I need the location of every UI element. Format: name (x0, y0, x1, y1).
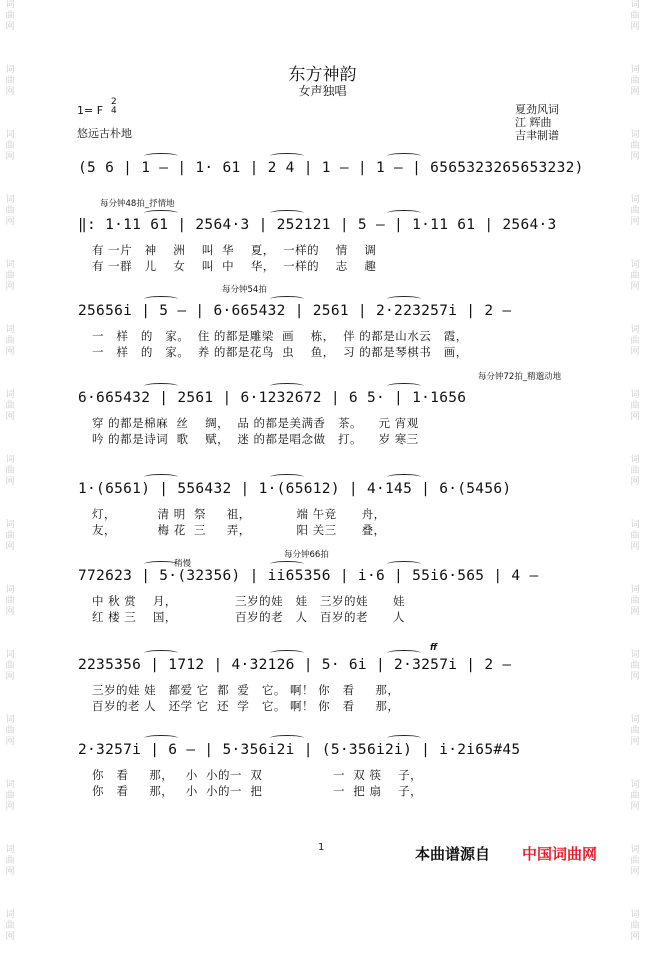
notation-line: 25656i | 5 — | 6·665432 | 2561 | 2·223257i | 2 — (78, 303, 512, 319)
watermark-char: 曲 (5, 726, 15, 736)
watermark-char: 曲 (5, 401, 15, 411)
watermark-char: 词 (5, 780, 15, 790)
slur-mark (270, 296, 304, 302)
notation-line: 2·3257i | 6 — | 5·356i2i | (5·356i2i) | i·2i65#45 (78, 742, 521, 758)
watermark-char: 网 (630, 22, 640, 32)
lyric-line-1: 一 样 的 家。 住 的都是雕梁 画 栋， 伴 的都是山水云 霞， (92, 329, 468, 343)
slur-mark (387, 650, 421, 656)
time-signature-top: 2 (111, 97, 117, 107)
watermark-char: 词 (5, 390, 15, 400)
slur-mark (270, 650, 304, 656)
watermark-char: 词 (630, 130, 640, 140)
watermark-char: 曲 (630, 791, 640, 801)
watermark-char: 曲 (5, 921, 15, 931)
watermark-char: 词 (5, 0, 15, 10)
watermark-char: 词 (630, 390, 640, 400)
slur-mark (270, 383, 304, 389)
watermark-char: 曲 (5, 271, 15, 281)
watermark-char: 网 (630, 152, 640, 162)
watermark-char: 网 (5, 737, 15, 747)
watermark-char: 词 (5, 585, 15, 595)
dynamic-marking: ff (430, 643, 438, 653)
watermark-char: 曲 (5, 531, 15, 541)
watermark-char: 网 (5, 22, 15, 32)
lyric-line-2: 友， 梅 花 三 弄， 阳 关三 叠， (92, 523, 386, 537)
watermark-char: 网 (630, 867, 640, 877)
watermark-char: 网 (5, 542, 15, 552)
notation-line: (5 6 | 1 — | 1· 61 | 2 4 | 1 — | 1 — | 6565323265653232) (78, 160, 584, 176)
watermark-char: 网 (630, 217, 640, 227)
slur-mark (270, 210, 304, 216)
slur-mark (270, 561, 304, 567)
watermark-char: 词 (630, 780, 640, 790)
slur-mark (144, 735, 178, 741)
watermark-char: 网 (630, 477, 640, 487)
page-number: 1 (318, 842, 325, 853)
slur-mark (144, 650, 178, 656)
watermark-char: 网 (5, 347, 15, 357)
slur-mark (144, 474, 178, 480)
watermark-char: 网 (5, 932, 15, 942)
watermark-char: 曲 (5, 856, 15, 866)
lyricist-credit: 夏劲风词 (515, 103, 559, 116)
watermark-char: 曲 (630, 466, 640, 476)
tempo-marking: 每分钟54拍 (222, 285, 267, 295)
watermark-char: 词 (630, 260, 640, 270)
watermark-char: 曲 (630, 921, 640, 931)
slur-mark (144, 210, 178, 216)
slur-mark (270, 153, 304, 159)
watermark-char: 曲 (630, 726, 640, 736)
notation-line: 2235356 | 1712 | 4·32126 | 5· 6i | 2·3257i | 2 — (78, 657, 512, 673)
lyric-line-2: 有 一群 儿 女 叫 中 华， 一样的 志 趣 (92, 259, 377, 273)
notation-line: 1·(6561) | 556432 | 1·(65612) | 4·145 | 6·(5456) (78, 481, 512, 497)
watermark-char: 词 (5, 845, 15, 855)
watermark-char: 曲 (5, 466, 15, 476)
watermark-char: 词 (630, 455, 640, 465)
watermark-char: 词 (630, 845, 640, 855)
watermark-char: 词 (630, 325, 640, 335)
song-subtitle: 女声独唱 (298, 84, 347, 98)
watermark-char: 词 (630, 520, 640, 530)
slur-mark (387, 210, 421, 216)
lyric-line-1: 你 看 那， 小 小的一 双 一 双 筷 子， (92, 768, 423, 782)
watermark-char: 词 (630, 650, 640, 660)
watermark-char: 词 (5, 130, 15, 140)
lyric-line-1: 中 秋 赏 月， 三岁的娃 娃 三岁的娃 娃 (92, 594, 405, 608)
watermark-char: 词 (5, 65, 15, 75)
watermark-char: 词 (630, 585, 640, 595)
time-signature-bottom: 4 (111, 106, 117, 116)
lyric-line-2: 吟 的都是诗词 歌 赋， 迷 的都是唱念做 打。 岁 寒三 (92, 432, 419, 446)
watermark-char: 词 (5, 910, 15, 920)
arranger-credit: 吉聿制谱 (515, 129, 559, 142)
mood-marking: 悠远古朴地 (77, 127, 132, 140)
watermark-char: 曲 (630, 141, 640, 151)
slur-mark (387, 735, 421, 741)
watermark-char: 曲 (5, 76, 15, 86)
watermark-char: 网 (5, 87, 15, 97)
watermark-char: 网 (630, 282, 640, 292)
watermark-char: 曲 (630, 531, 640, 541)
watermark-char: 网 (630, 87, 640, 97)
watermark-char: 网 (630, 802, 640, 812)
right-watermark (628, 0, 642, 942)
lyric-line-1: 有 一片 神 洲 叫 华 夏， 一样的 情 调 (92, 243, 377, 257)
lyric-line-1: 穿 的都是棉麻 丝 绸， 品 的都是美满香 茶。 元 宵观 (92, 416, 419, 430)
slur-mark (387, 296, 421, 302)
watermark-char: 网 (5, 802, 15, 812)
tempo-marking-slow: 稍慢 (174, 559, 192, 569)
slur-mark (387, 153, 421, 159)
tempo-marking: 每分钟48拍_抒情地 (100, 199, 175, 209)
watermark-char: 词 (5, 325, 15, 335)
notation-line: ‖: 1·11 61 | 2564·3 | 252121 | 5 — | 1·11 61 | 2564·3 (78, 217, 557, 233)
slur-mark (144, 383, 178, 389)
watermark-char: 曲 (5, 596, 15, 606)
watermark-char: 网 (630, 542, 640, 552)
slur-mark (144, 296, 178, 302)
watermark-char: 词 (5, 455, 15, 465)
watermark-char: 词 (5, 260, 15, 270)
watermark-char: 网 (5, 672, 15, 682)
notation-line: 6·665432 | 2561 | 6·1232672 | 6 5· | 1·1656 (78, 390, 467, 406)
slur-mark (387, 561, 421, 567)
watermark-char: 网 (630, 347, 640, 357)
slur-mark (270, 474, 304, 480)
watermark-char: 网 (630, 932, 640, 942)
lyric-line-2: 你 看 那， 小 小的一 把 一 把 扇 子， (92, 784, 423, 798)
site-name[interactable]: 中国词曲网 (522, 845, 598, 863)
watermark-char: 词 (5, 715, 15, 725)
watermark-char: 曲 (5, 336, 15, 346)
watermark-char: 词 (5, 650, 15, 660)
watermark-char: 网 (630, 737, 640, 747)
watermark-char: 曲 (630, 401, 640, 411)
song-title: 东方神韵 (288, 65, 357, 85)
lyric-line-2: 百岁的老 人 还学 它 还 学 它。 啊！ 你 看 那， (92, 699, 400, 713)
lyric-line-1: 三岁的娃 娃 都爱 它 都 爱 它。 啊！ 你 看 那， (92, 683, 400, 697)
watermark-char: 曲 (5, 661, 15, 671)
watermark-char: 曲 (630, 11, 640, 21)
notation-line: 772623 | 5·(32356) | ii65356 | i·6 | 55i6·565 | 4 — (78, 568, 539, 584)
watermark-char: 词 (630, 0, 640, 10)
tempo-marking: 每分钟66拍 (284, 550, 329, 560)
watermark-char: 网 (630, 672, 640, 682)
watermark-char: 曲 (630, 206, 640, 216)
tempo-marking: 每分钟72拍_精邈动地 (478, 372, 562, 382)
watermark-char: 曲 (630, 661, 640, 671)
slur-mark (144, 153, 178, 159)
composer-credit: 江 辉曲 (515, 116, 552, 129)
watermark-char: 曲 (630, 596, 640, 606)
lyric-line-2: 红 楼 三 国， 百岁的老 人 百岁的老 人 (92, 610, 405, 624)
watermark-char: 词 (5, 520, 15, 530)
watermark-char: 曲 (5, 141, 15, 151)
watermark-char: 网 (630, 412, 640, 422)
lyric-line-2: 一 样 的 家。 养 的都是花鸟 虫 鱼， 习 的都是琴棋书 画， (92, 345, 468, 359)
watermark-char: 网 (5, 282, 15, 292)
watermark-char: 词 (630, 65, 640, 75)
watermark-char: 网 (5, 412, 15, 422)
watermark-char: 网 (5, 867, 15, 877)
slur-mark (387, 383, 421, 389)
key-signature: 1= F (77, 104, 104, 117)
watermark-char: 词 (630, 715, 640, 725)
watermark-char: 网 (5, 607, 15, 617)
slur-mark (387, 474, 421, 480)
watermark-char: 曲 (630, 271, 640, 281)
watermark-char: 曲 (5, 791, 15, 801)
watermark-char: 曲 (630, 856, 640, 866)
lyric-line-1: 灯， 清 明 祭 祖， 端 午竞 舟， (92, 507, 386, 521)
watermark-char: 曲 (5, 206, 15, 216)
slur-mark (270, 735, 304, 741)
watermark-char: 词 (630, 910, 640, 920)
watermark-char: 网 (5, 217, 15, 227)
watermark-char: 网 (5, 152, 15, 162)
source-label: 本曲谱源自 (415, 845, 491, 863)
left-watermark (3, 0, 17, 942)
watermark-char: 网 (5, 477, 15, 487)
watermark-char: 词 (630, 195, 640, 205)
watermark-char: 曲 (5, 11, 15, 21)
time-signature (111, 98, 117, 116)
slur-mark (144, 561, 178, 567)
watermark-char: 曲 (630, 336, 640, 346)
watermark-char: 网 (630, 607, 640, 617)
watermark-char: 曲 (630, 76, 640, 86)
watermark-char: 词 (5, 195, 15, 205)
